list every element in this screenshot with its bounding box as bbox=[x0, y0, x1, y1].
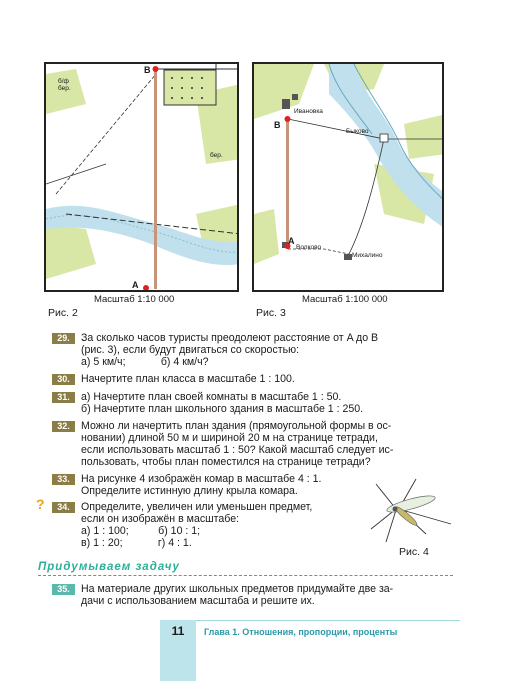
map-figure-2 bbox=[44, 62, 239, 292]
section-title: Придумываем задачу bbox=[38, 561, 180, 573]
map-3-village-volkovo: Волково bbox=[296, 244, 322, 251]
chapter-title: Глава 1. Отношения, пропорции, проценты bbox=[204, 627, 398, 637]
task-35-number: 35. bbox=[52, 584, 75, 595]
task-33-line-2: Определите истинную длину крыла комара. bbox=[81, 485, 298, 497]
task-29-line-1: За сколько часов туристы преодолеют расстояние от A до B bbox=[81, 332, 379, 344]
task-32-line-4: пользовать, чтобы план поместился на странице тетради? bbox=[81, 456, 371, 468]
task-29-number: 29. bbox=[52, 333, 75, 344]
task-31-line-1: а) Начертите план своей комнаты в масштабе 1 : 50. bbox=[81, 391, 342, 403]
map-figure-3 bbox=[252, 62, 444, 292]
mosquito-illustration bbox=[366, 474, 456, 544]
map-3-point-a: А bbox=[288, 236, 295, 246]
task-34-line-1: Определите, увеличен или уменьшен предмет, bbox=[81, 501, 313, 513]
task-29-line-2: (рис. 3), если будут двигаться со скоростью: bbox=[81, 344, 300, 356]
map-2-drawing bbox=[46, 64, 239, 292]
task-32-line-1: Можно ли начертить план здания (прямоугольной формы в ос- bbox=[81, 420, 392, 432]
task-33-number: 33. bbox=[52, 474, 75, 485]
task-34-line-3: а) 1 : 100; б) 10 : 1; bbox=[81, 525, 201, 537]
task-34-number: 34. bbox=[52, 502, 75, 513]
task-35-line-1: На материале других школьных предметов придумайте две за- bbox=[81, 583, 394, 595]
map-2-birch-label: бер. bbox=[210, 152, 223, 159]
map-2-point-a: А bbox=[132, 280, 139, 290]
task-34-line-2: если он изображён в масштабе: bbox=[81, 513, 240, 525]
task-30-number: 30. bbox=[52, 374, 75, 385]
challenge-question-icon: ? bbox=[36, 496, 45, 512]
map-3-village-bykovo: Быково bbox=[346, 128, 369, 135]
task-30-line-1: Начертите план класса в масштабе 1 : 100. bbox=[81, 373, 295, 385]
map-3-village-ivanovka: Ивановка bbox=[294, 108, 323, 115]
task-34-line-4: в) 1 : 20; г) 4 : 1. bbox=[81, 537, 192, 549]
map-3-village-mikhalino: Михалино bbox=[352, 252, 383, 259]
section-divider bbox=[38, 575, 453, 576]
task-32-number: 32. bbox=[52, 421, 75, 432]
task-33-line-1: На рисунке 4 изображён комар в масштабе 4 : 1. bbox=[81, 473, 322, 485]
task-35-line-2: дачи с использованием масштаба и решите их. bbox=[81, 595, 315, 607]
task-31-line-2: б) Начертите план школьного здания в масштабе 1 : 250. bbox=[81, 403, 364, 415]
map-2-scale: Масштаб 1:10 000 bbox=[94, 294, 175, 305]
task-29-line-3: а) 5 км/ч; б) 4 км/ч? bbox=[81, 356, 209, 368]
fig-4-caption: Рис. 4 bbox=[399, 546, 429, 558]
task-32-line-3: если использовать масштаб 1 : 50? Какой масштаб следует ис- bbox=[81, 444, 394, 456]
task-31-number: 31. bbox=[52, 392, 75, 403]
map-3-scale: Масштаб 1:100 000 bbox=[302, 294, 388, 305]
map-3-point-b: В bbox=[274, 120, 281, 130]
map-3-drawing bbox=[254, 64, 444, 292]
task-32-line-2: новании) длиной 50 м и шириной 20 м на странице тетради, bbox=[81, 432, 378, 444]
fig-2-caption: Рис. 2 bbox=[48, 307, 78, 319]
page-number: 11 bbox=[171, 624, 185, 638]
fig-3-caption: Рис. 3 bbox=[256, 307, 286, 319]
map-2-point-b: В bbox=[144, 65, 151, 75]
map-2-forest-label: б/ф бер. bbox=[58, 78, 71, 92]
